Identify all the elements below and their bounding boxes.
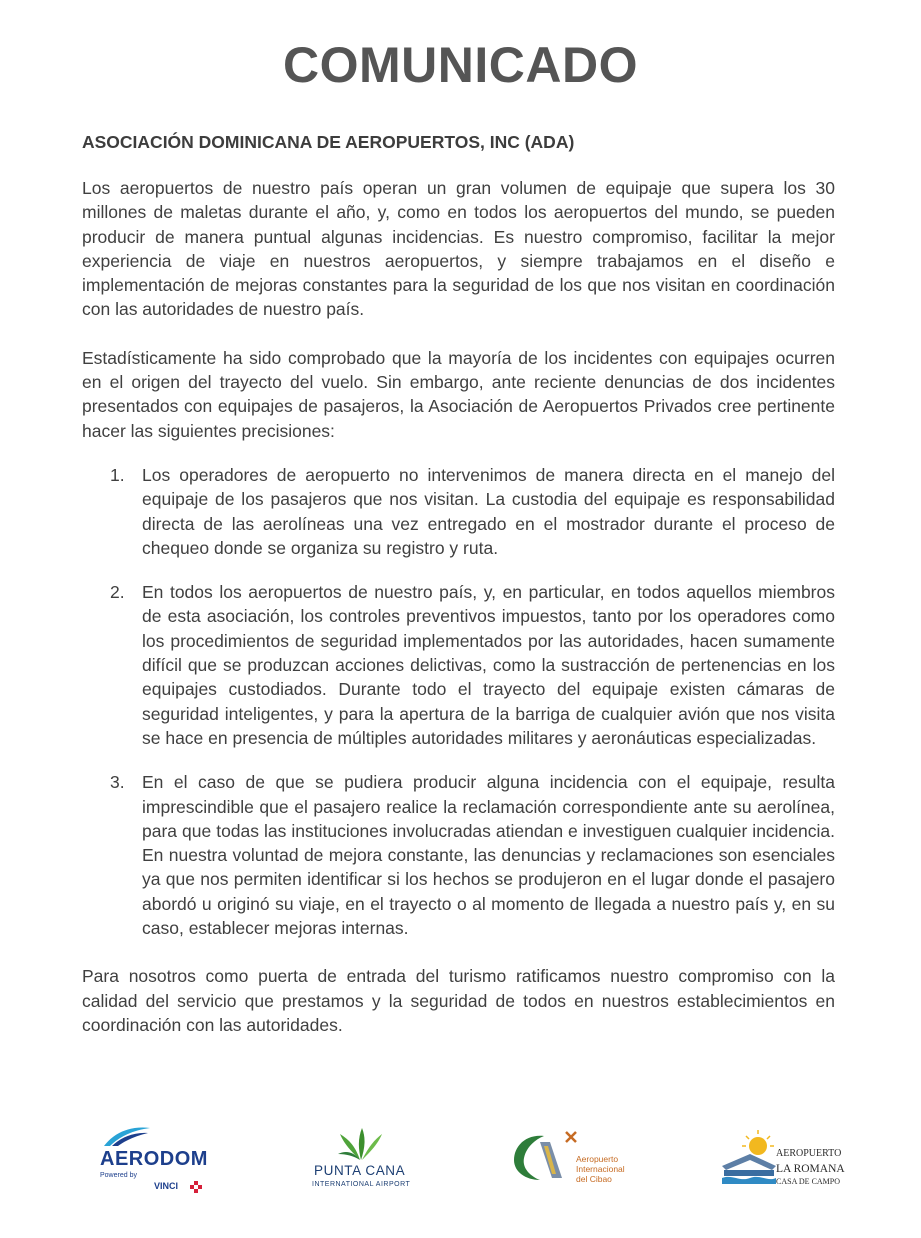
palm-leaf-icon bbox=[338, 1126, 384, 1162]
list-item bbox=[82, 580, 835, 750]
list-item bbox=[82, 463, 835, 560]
cibao-emblem-icon bbox=[510, 1128, 580, 1184]
aerodom-logo bbox=[98, 1124, 218, 1194]
list-item-number: 1. bbox=[110, 464, 125, 485]
cibao-line-1: Aeropuerto bbox=[576, 1154, 619, 1164]
cibao-line-3: del Cibao bbox=[576, 1174, 612, 1184]
points-list bbox=[82, 463, 835, 940]
aerodom-powered-by: Powered by bbox=[100, 1172, 137, 1179]
document-title: COMUNICADO bbox=[283, 37, 638, 93]
la-romana-line-2: LA ROMANA bbox=[776, 1163, 845, 1175]
punta-cana-logo bbox=[308, 1126, 418, 1196]
list-item-number: 2. bbox=[110, 582, 125, 603]
punta-cana-subtitle: INTERNATIONAL AIRPORT bbox=[312, 1181, 411, 1188]
aerodom-name: AERODOM bbox=[100, 1148, 208, 1170]
cibao-line-2: Internacional bbox=[576, 1164, 625, 1174]
list-item-text: Los operadores de aeropuerto no intervenimos de manera directa en el manejo del equipaje de los pasajeros que nos visitan. La custodia del equipaje es responsabilidad directa de las aerolíneas una vez entregado en el mostrador durante el proceso de chequeo donde se organiza su registro y ruta. bbox=[142, 464, 835, 558]
intro-paragraph-1: Los aeropuertos de nuestro país operan un gran volumen de equipaje que supera los 30 millones de maletas durante el año, y, como en todos los aeropuertos del mundo, se pueden producir de manera puntual algunas incidencias. Es nuestro compromiso, facilitar la mejor experiencia de viaje en nuestros aeropuertos, y siempre trabajamos en el diseño e implementación de mejoras constantes para la seguridad de los que nos visitan en coordinación con las autoridades de nuestro país. bbox=[82, 178, 835, 320]
vinci-mark-icon bbox=[190, 1181, 204, 1193]
logo-strip bbox=[0, 1118, 921, 1208]
la-romana-line-3: CASA DE CAMPO bbox=[776, 1177, 841, 1186]
la-romana-emblem-icon bbox=[720, 1126, 778, 1186]
closing-paragraph: Para nosotros como puerta de entrada del turismo ratificamos nuestro compromiso con la calidad del servicio que prestamos y la seguridad de todos en nuestros establecimientos en coordinación con las autoridades. bbox=[82, 966, 835, 1035]
aerodom-vinci: VINCI bbox=[154, 1181, 179, 1191]
intro-paragraph-2: Estadísticamente ha sido comprobado que la mayoría de los incidentes con equipajes ocurren en el origen del trayecto del vuelo. Sin embargo, ante reciente denuncias de dos incidentes presentados con equipajes de pasajeros, la Asociación de Aeropuertos Privados cree pertinente hacer las siguientes precisiones: bbox=[82, 347, 835, 441]
list-item bbox=[82, 770, 835, 940]
punta-cana-name: PUNTA CANA bbox=[314, 1163, 406, 1178]
list-item-text: En todos los aeropuertos de nuestro país, y, en particular, en todos aquellos miembros de esta asociación, los controles preventivos impuestos, tanto por los operadores como los procedimientos de seguridad implementados por las autoridades, hacen sumamente difícil que se produzcan acciones delictivas, como la sustracción de pertenencias en los equipajes custodiados. Durante todo el trayecto del equipaje existen cámaras de seguridad inteligentes, y para la apertura de la barriga de cualquier avión que nos visita se hace en presencia de múltiples autoridades militares y aeronáuticas especializadas. bbox=[142, 582, 835, 748]
organization-heading: ASOCIACIÓN DOMINICANA DE AEROPUERTOS, INC (ADA) bbox=[82, 132, 575, 152]
document-body bbox=[82, 176, 835, 1037]
list-item-text: En el caso de que se pudiera producir alguna incidencia con el equipaje, resulta imprescindible que el pasajero realice la reclamación correspondiente ante su aerolínea, para que todas las instituciones involucradas atiendan e investiguen cualquier incidencia. En nuestra voluntad de mejora constante, las denuncias y reclamaciones son esenciales ya que nos permiten identificar si los hechos se produjeron en el lugar donde el pasajero abordó u originó su viaje, en el trayecto o al momento de llegada a nuestro país y, en su caso, establecer mejoras internas. bbox=[142, 772, 835, 939]
cibao-logo bbox=[510, 1128, 640, 1194]
la-romana-line-1: AEROPUERTO bbox=[776, 1148, 842, 1159]
list-item-number: 3. bbox=[110, 772, 125, 793]
swoosh-icon bbox=[98, 1124, 158, 1150]
la-romana-logo bbox=[720, 1126, 850, 1192]
